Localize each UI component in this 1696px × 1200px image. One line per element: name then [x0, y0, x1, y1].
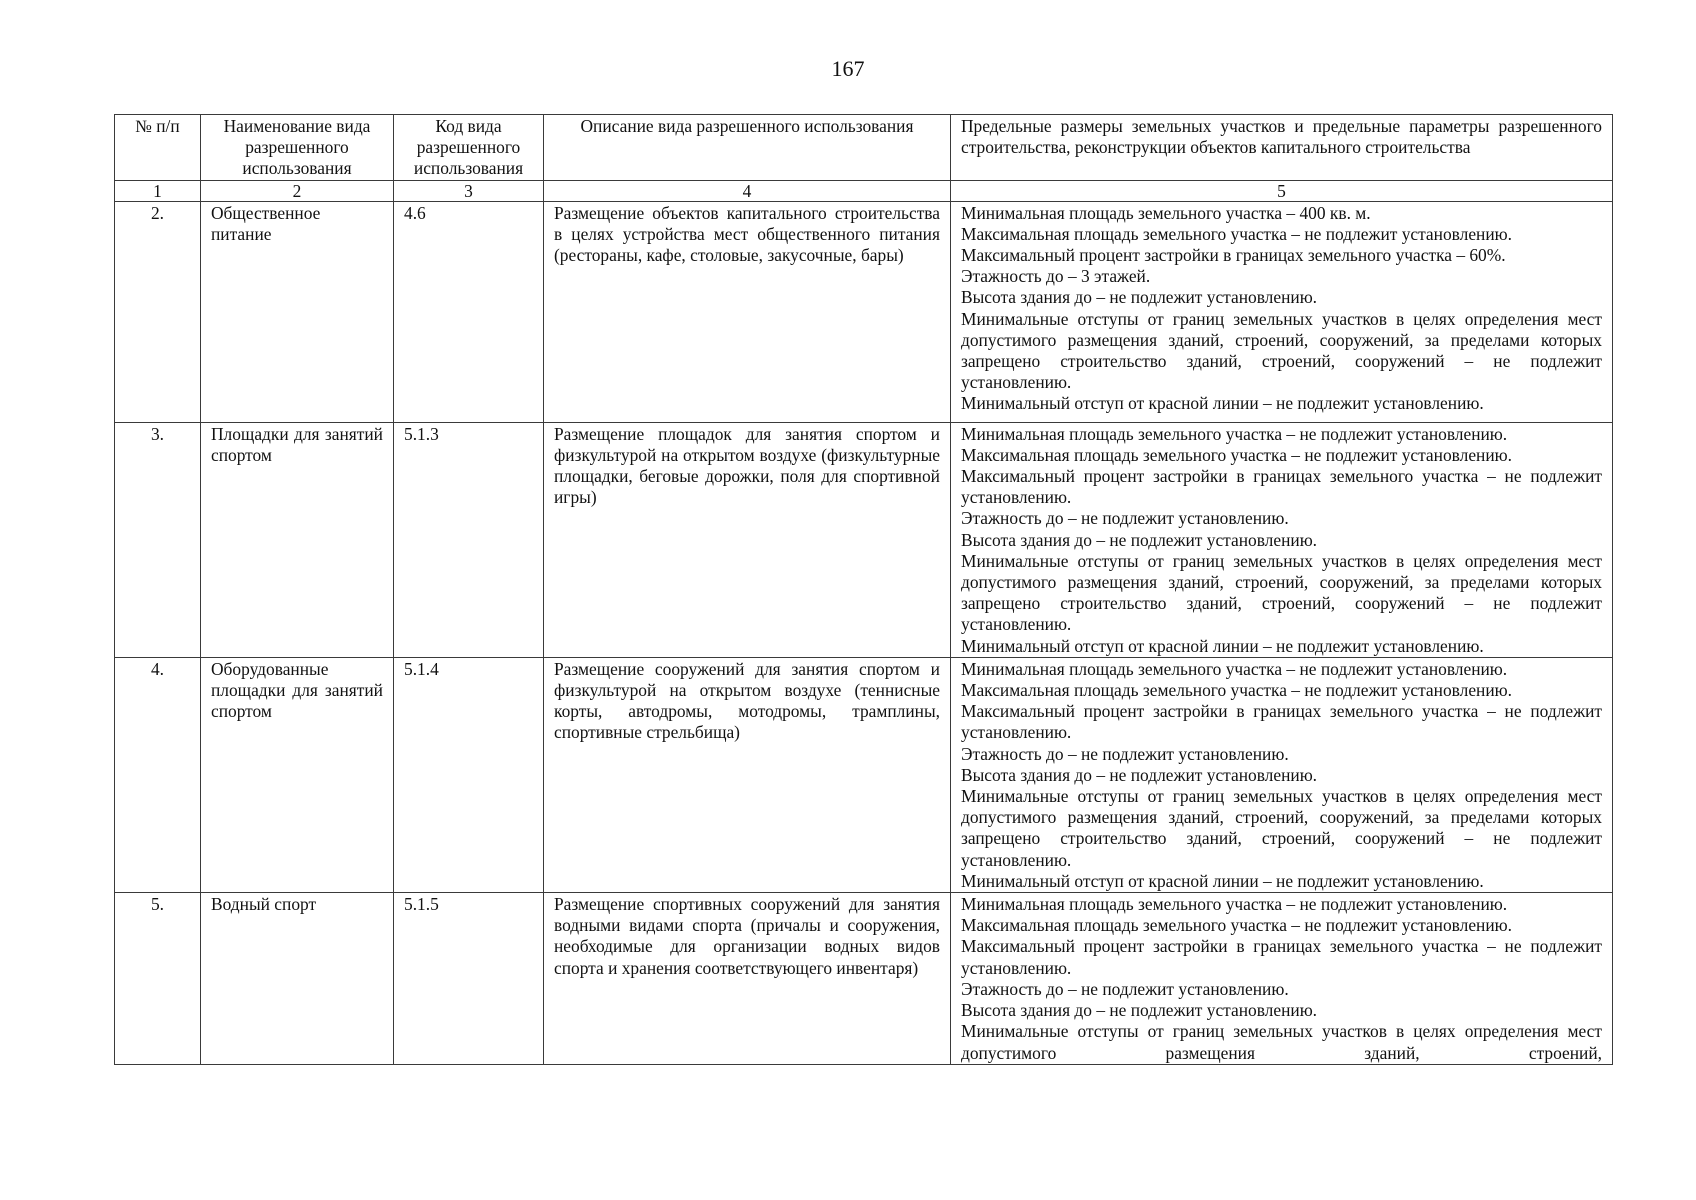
param-line: Минимальный отступ от красной линии – не подлежит установлению.	[961, 635, 1484, 656]
use-description	[544, 893, 951, 1065]
page-number: 167	[831, 56, 865, 81]
use-code: 5.1.3	[394, 422, 544, 657]
param-line: Минимальный отступ от красной линии – не подлежит установлению.	[961, 870, 1484, 891]
param-line: Этажность до – не подлежит установлению.	[961, 743, 1289, 764]
param-line: Максимальная площадь земельного участка – не подлежит установлению.	[961, 223, 1512, 244]
param-line: Этажность до – не подлежит установлению.	[961, 508, 1289, 529]
table-row	[115, 893, 1613, 1065]
use-name	[201, 657, 394, 892]
use-name: Водный спорт	[201, 893, 394, 1065]
param-line: Минимальные отступы от границ земельных участков в целях определения мест допустимого размещения зданий, строений, сооружений, за пределами которых запрещено строительство зданий, строений, сооружений – не подлежит установлению.	[961, 308, 1602, 393]
use-code: 4.6	[394, 201, 544, 422]
column-number: 2	[201, 180, 394, 201]
use-description-text: Размещение спортивных сооружений для занятия водными видами спорта (причалы и сооружения, необходимые для организации водных видов спорта и хранения соответствующего инвентаря)	[554, 894, 940, 978]
column-number: 3	[394, 180, 544, 201]
header-name: Наименование вида разрешенного использования	[201, 115, 394, 181]
param-line: Максимальная площадь земельного участка – не подлежит установлению.	[961, 444, 1512, 465]
param-line: Высота здания до – не подлежит установлению.	[961, 1000, 1318, 1021]
table-row	[115, 201, 1613, 422]
use-description-text: Размещение сооружений для занятия спортом и физкультурой на открытом воздухе (теннисные корты, автодромы, мотодромы, трамплины, спортивные стрельбища)	[554, 658, 940, 743]
use-name	[201, 201, 394, 422]
use-params	[951, 657, 1613, 892]
use-name-text: Общественное питание	[211, 202, 321, 244]
header-params: Предельные размеры земельных участков и предельные параметры разрешенного строительства, реконструкции объектов капитального строительства	[951, 115, 1613, 181]
use-description	[544, 422, 951, 657]
use-description-text: Размещение площадок для занятия спортом и физкультурой на открытом воздухе (физкультурные площадки, беговые дорожки, поля для спортивной игры)	[554, 423, 940, 508]
column-number: 5	[951, 180, 1613, 201]
use-code: 5.1.5	[394, 893, 544, 1065]
use-params	[951, 893, 1613, 1065]
header-code: Код вида разрешенного использования	[394, 115, 544, 181]
table-row	[115, 657, 1613, 892]
param-line: Минимальные отступы от границ земельных участков в целях определения мест допустимого размещения зданий, строений, сооружений, за пределами которых запрещено строительство зданий, строений, сооружений – не подлежит установлению.	[961, 786, 1602, 870]
param-line: Высота здания до – не подлежит установлению.	[961, 287, 1318, 308]
use-description	[544, 657, 951, 892]
param-line: Максимальный процент застройки в границах земельного участка – 60%.	[961, 245, 1506, 266]
param-line: Минимальные отступы от границ земельных участков в целях определения мест допустимого размещения зданий, строений, сооружений, за пределами которых запрещено строительство зданий, строений, сооружений – не подлежит установлению.	[961, 550, 1602, 635]
row-number: 5.	[115, 893, 201, 1065]
row-number: 2.	[115, 201, 201, 422]
param-line: Минимальные отступы от границ земельных участков в целях определения мест допустимого размещения зданий, строений,	[961, 1021, 1602, 1063]
use-name	[201, 422, 394, 657]
use-params	[951, 422, 1613, 657]
column-number: 1	[115, 180, 201, 201]
header-num: № п/п	[115, 115, 201, 181]
param-line: Высота здания до – не подлежит установлению.	[961, 529, 1318, 550]
use-name-text: Оборудованные площадки для занятий спортом	[211, 658, 383, 722]
header-description: Описание вида разрешенного использования	[544, 115, 951, 181]
use-name-text: Площадки для занятий спортом	[211, 423, 383, 465]
param-line: Максимальный процент застройки в границах земельного участка – не подлежит установлению.	[961, 936, 1602, 978]
header-row	[115, 115, 1613, 181]
land-use-table	[114, 114, 1613, 1065]
param-line: Максимальный процент застройки в границах земельного участка – не подлежит установлению.	[961, 701, 1602, 743]
table-row	[115, 422, 1613, 657]
use-description-text: Размещение объектов капитального строительства в целях устройства мест общественного питания (рестораны, кафе, столовые, закусочные, бары)	[554, 202, 940, 266]
param-line: Минимальная площадь земельного участка – не подлежит установлению.	[961, 658, 1508, 679]
param-line: Минимальная площадь земельного участка – не подлежит установлению.	[961, 423, 1508, 444]
param-line: Этажность до – 3 этажей.	[961, 266, 1151, 287]
column-number: 4	[544, 180, 951, 201]
param-line: Высота здания до – не подлежит установлению.	[961, 764, 1318, 785]
column-numbers-row	[115, 180, 1613, 201]
param-line: Минимальная площадь земельного участка – 400 кв. м.	[961, 202, 1371, 223]
param-line: Этажность до – не подлежит установлению.	[961, 978, 1289, 999]
param-line: Минимальная площадь земельного участка – не подлежит установлению.	[961, 894, 1508, 915]
use-code: 5.1.4	[394, 657, 544, 892]
param-line: Максимальная площадь земельного участка – не подлежит установлению.	[961, 915, 1512, 936]
row-number: 3.	[115, 422, 201, 657]
param-line: Максимальный процент застройки в границах земельного участка – не подлежит установлению.	[961, 466, 1602, 508]
use-description	[544, 201, 951, 422]
use-params	[951, 201, 1613, 422]
param-line: Минимальный отступ от красной линии – не подлежит установлению.	[961, 393, 1484, 414]
row-number: 4.	[115, 657, 201, 892]
param-line: Максимальная площадь земельного участка – не подлежит установлению.	[961, 680, 1512, 701]
